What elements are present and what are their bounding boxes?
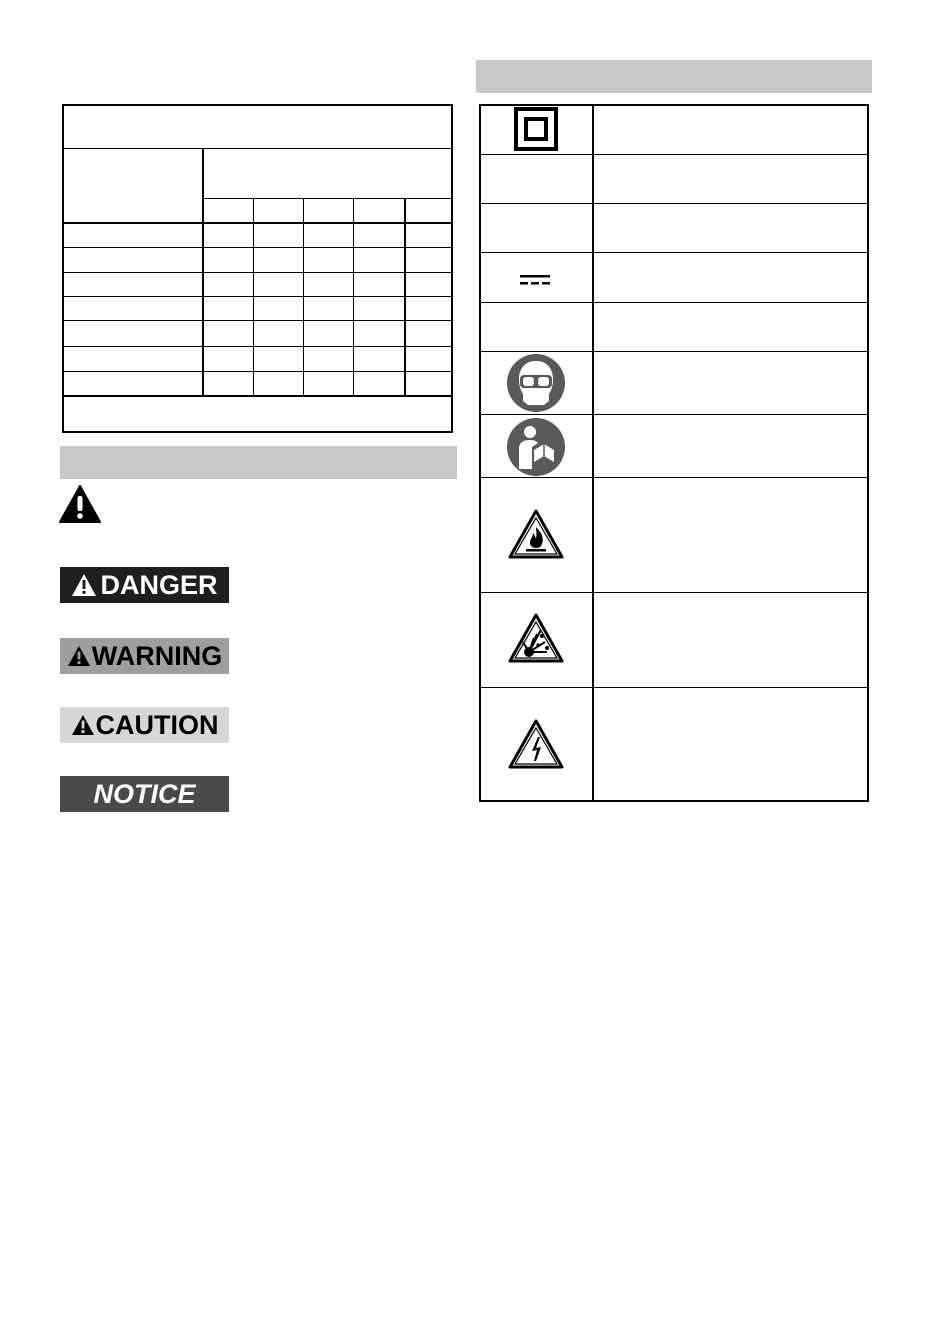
direct-current-icon <box>519 273 551 287</box>
table-rule <box>64 272 451 273</box>
table-rule <box>202 148 204 395</box>
table-rule <box>64 346 451 347</box>
symbols-section-bar <box>476 60 872 93</box>
explosion-hazard-icon <box>507 612 565 664</box>
electric-shock-icon <box>507 718 565 770</box>
fire-hazard-icon <box>507 508 565 560</box>
safety-alert-icon <box>58 484 102 524</box>
table-rule <box>481 477 867 478</box>
table-rule <box>481 592 867 593</box>
safety-section-bar <box>60 446 457 479</box>
danger-signal-label <box>60 567 229 603</box>
table-rule <box>64 395 451 397</box>
alert-triangle-icon <box>71 573 97 597</box>
caution-text: CAUTION <box>95 709 219 740</box>
caution-signal-label <box>60 707 229 743</box>
table-rule <box>481 252 867 253</box>
table-rule <box>481 154 867 155</box>
table-rule <box>64 296 451 297</box>
notice-signal-label <box>60 776 229 812</box>
table-rule <box>404 198 406 395</box>
table-rule <box>253 198 254 395</box>
table-rule <box>353 198 354 395</box>
warning-signal-label <box>60 638 229 674</box>
table-rule <box>592 106 594 800</box>
table-rule <box>481 302 867 303</box>
table-rule <box>64 371 451 372</box>
table-rule <box>481 351 867 352</box>
extension-cord-table <box>62 104 453 433</box>
wear-eye-protection-icon <box>506 353 566 413</box>
danger-text: DANGER <box>100 569 218 600</box>
table-rule <box>303 198 304 395</box>
table-rule <box>64 247 451 248</box>
alert-triangle-icon <box>71 714 95 736</box>
alert-triangle-icon <box>67 645 91 667</box>
table-rule <box>64 222 451 224</box>
notice-text: NOTICE <box>93 778 196 809</box>
table-rule <box>481 687 867 688</box>
table-rule <box>481 203 867 204</box>
table-rule <box>203 198 451 199</box>
double-insulation-icon <box>514 107 558 151</box>
table-rule <box>481 414 867 415</box>
warning-text: WARNING <box>91 640 223 671</box>
read-manual-icon <box>506 417 566 477</box>
table-rule <box>64 320 451 321</box>
table-rule <box>64 148 451 149</box>
